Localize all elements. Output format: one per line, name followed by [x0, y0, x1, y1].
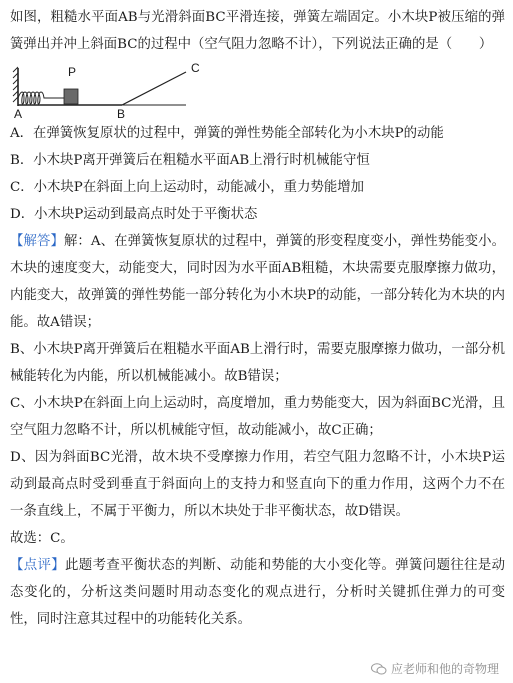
- option-b: B．小木块P离开弹簧后在粗糙水平面AB上滑行时机械能守恒: [10, 153, 370, 168]
- label-b: B: [117, 107, 126, 121]
- answer-paragraph-d: D、因为斜面BC光滑，故木块不受摩擦力作用，若空气阻力忽略不计，小木块P运动到最高点时受到垂直于斜面向上的支持力和竖直向下的重力作用，这两个力不在一条直线上，不属于平衡力，所以木块处于非平衡状态，故D错误。: [10, 450, 505, 519]
- comment-paragraph: [10, 552, 505, 633]
- wechat-icon: [371, 663, 387, 675]
- document-body: [10, 4, 505, 633]
- watermark-text: 应老师和他的奇物理: [390, 662, 499, 676]
- question-stem: 如图，粗糙水平面AB与光滑斜面BC平滑连接，弹簧左端固定。小木块P被压缩的弹簧弹出并冲上斜面BC的过程中（空气阻力忽略不计），下列说法正确的是（ ）: [10, 10, 505, 52]
- comment-tag: 【点评】: [10, 558, 66, 573]
- physics-figure: [10, 58, 505, 120]
- watermark: [371, 660, 499, 677]
- label-a: A: [14, 107, 23, 121]
- answer-choice: 故选：C。: [10, 531, 74, 546]
- answer-paragraph-a: [10, 228, 505, 336]
- incline-bc: [122, 72, 186, 105]
- answer-paragraph-c: C、小木块P在斜面上向上运动时，高度增加，重力势能变大，因为斜面BC光滑，且空气阻力忽略不计，所以机械能守恒，故动能减小，故C正确；: [10, 396, 505, 438]
- block-p: [64, 89, 78, 104]
- comment-text: 此题考查平衡状态的判断、动能和势能的大小变化等。弹簧问题往往是动态变化的，分析这类问题时用动态变化的观点进行，分析时关键抓住弹力的可变性，同时注意其过程中的功能转化关系。: [10, 558, 506, 627]
- label-p: P: [68, 65, 77, 79]
- answer-paragraph-b: B、小木块P离开弹簧后在粗糙水平面AB上滑行时，需要克服摩擦力做功，一部分机械能转化为内能，所以机械能减小。故B错误；: [10, 342, 505, 384]
- spring-incline-diagram: [10, 58, 210, 120]
- spring: [18, 92, 64, 104]
- option-c: C．小木块P在斜面上向上运动时，动能减小，重力势能增加: [10, 180, 365, 195]
- option-a: A．在弹簧恢复原状的过程中，弹簧的弹性势能全部转化为小木块P的动能: [10, 126, 444, 141]
- answer-tag: 【解答】: [10, 234, 64, 249]
- answer-text-a: 解：A、在弹簧恢复原状的过程中，弹簧的形变程度变小，弹性势能变小。木块的速度变大，动能变大，同时因为水平面AB粗糙，木块需要克服摩擦力做功，内能变大，故弹簧的弹性势能一部分转化为小木块P的动能，一部分转化为木块的内能。故A错误；: [10, 234, 506, 330]
- option-d: D．小木块P运动到最高点时处于平衡状态: [10, 207, 258, 222]
- label-c: C: [191, 61, 200, 75]
